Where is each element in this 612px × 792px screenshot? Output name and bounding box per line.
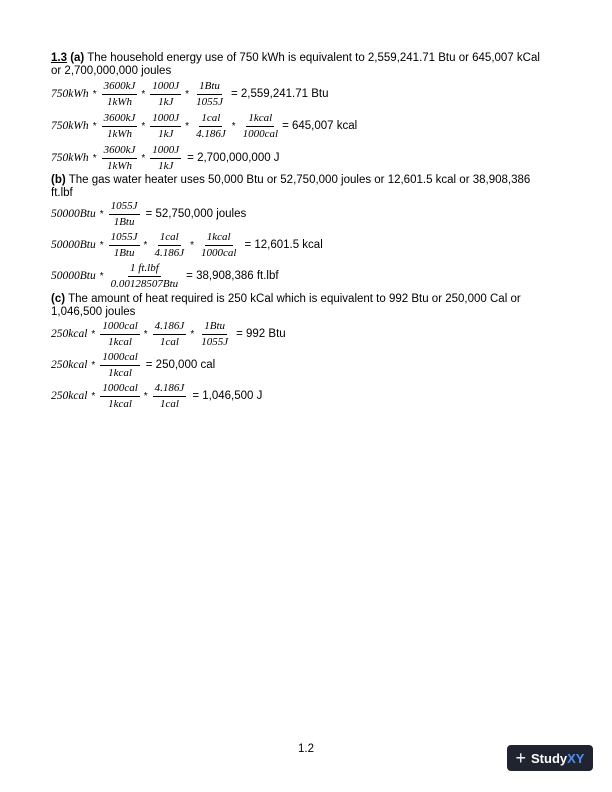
multiply-operator: * xyxy=(190,328,195,340)
multiply-operator: * xyxy=(143,328,148,340)
equation-result: = 12,601.5 kcal xyxy=(244,239,323,251)
logo-text-study: Study xyxy=(531,750,568,766)
equation-result: = 2,559,241.71 Btu xyxy=(230,88,329,100)
equation-c3 xyxy=(51,376,262,416)
multiply-operator: * xyxy=(99,270,104,282)
numerator: 1000cal xyxy=(100,320,139,335)
multiply-operator: * xyxy=(99,208,104,220)
multiply-operator: * xyxy=(231,120,236,132)
equation-lead: 250kcal xyxy=(51,328,88,340)
multiply-operator: * xyxy=(143,390,148,402)
equation-result: = 645,007 kcal xyxy=(282,120,358,132)
part-b-label: (b) xyxy=(51,174,66,186)
denominator: 1kJ xyxy=(158,159,174,172)
equation-lead: 250kcal xyxy=(51,390,88,402)
multiply-operator: * xyxy=(185,88,190,100)
fraction xyxy=(150,80,181,109)
equation-result: = 52,750,000 joules xyxy=(145,208,247,220)
equation-result: = 38,908,386 ft.lbf xyxy=(186,270,279,282)
numerator: 1Btu xyxy=(197,80,222,95)
multiply-operator: * xyxy=(185,120,190,132)
equation-a3 xyxy=(51,138,280,178)
fraction xyxy=(150,112,181,141)
multiply-operator: * xyxy=(141,152,146,164)
denominator: 1Btu xyxy=(113,215,135,228)
denominator: 1000cal xyxy=(200,246,237,259)
numerator: 1cal xyxy=(158,231,181,246)
fraction xyxy=(241,112,280,141)
denominator: 1kcal xyxy=(108,397,132,410)
equation-result: = 250,000 cal xyxy=(145,359,216,371)
numerator: 1Btu xyxy=(202,320,227,335)
numerator: 4.186J xyxy=(153,320,187,335)
multiply-operator: * xyxy=(99,239,104,251)
fraction xyxy=(102,144,138,173)
multiply-operator: * xyxy=(141,120,146,132)
plus-icon: + xyxy=(515,748,527,768)
numerator: 3600kJ xyxy=(102,80,138,95)
denominator: 1055J xyxy=(201,335,229,348)
part-a-text: The household energy use of 750 kWh is equivalent to 2,559,241.71 Btu or 645,007 kCal or 2,700,000,000 joules xyxy=(51,52,540,77)
denominator: 4.186J xyxy=(196,127,226,140)
equation-lead: 750kWh xyxy=(51,152,89,164)
denominator: 1cal xyxy=(160,397,179,410)
multiply-operator: * xyxy=(143,239,148,251)
denominator: 1kWh xyxy=(106,95,132,108)
fraction xyxy=(102,80,138,109)
fraction xyxy=(102,112,138,141)
fraction xyxy=(153,382,187,411)
numerator: 3600kJ xyxy=(102,112,138,127)
equation-result: = 2,700,000,000 J xyxy=(187,152,280,164)
equation-lead: 250kcal xyxy=(51,359,88,371)
multiply-operator: * xyxy=(91,359,96,371)
numerator: 1055J xyxy=(109,231,140,246)
denominator: 4.186J xyxy=(154,246,185,259)
multiply-operator: * xyxy=(92,88,97,100)
multiply-operator: * xyxy=(92,152,97,164)
part-b-text: The gas water heater uses 50,000 Btu or 52,750,000 joules or 12,601.5 kcal or 38,908,386 ft.lbf xyxy=(51,174,531,199)
multiply-operator: * xyxy=(91,328,96,340)
numerator: 4.186J xyxy=(153,382,187,397)
denominator: 1kJ xyxy=(158,127,174,140)
logo-text-xy: XY xyxy=(567,750,585,766)
multiply-operator: * xyxy=(141,88,146,100)
numerator: 1000cal xyxy=(100,351,139,366)
equation-lead: 50000Btu xyxy=(51,239,96,251)
numerator: 3600kJ xyxy=(102,144,138,159)
equation-result: = 992 Btu xyxy=(236,328,286,340)
denominator: 0.00128507Btu xyxy=(110,277,179,290)
numerator: 1cal xyxy=(199,112,222,127)
denominator: 1Btu xyxy=(113,246,135,259)
equation-lead: 750kWh xyxy=(51,88,89,100)
denominator: 1kcal xyxy=(108,335,132,348)
part-a-label: (a) xyxy=(70,52,85,64)
denominator: 1kWh xyxy=(106,159,132,172)
numerator: 1000J xyxy=(150,80,181,95)
numerator: 1000J xyxy=(150,112,181,127)
denominator: 1055J xyxy=(196,95,223,108)
denominator: 1000cal xyxy=(242,127,279,140)
numerator: 1055J xyxy=(109,200,140,215)
denominator: 1kcal xyxy=(108,366,132,379)
problem-number: 1.3 xyxy=(51,52,67,64)
numerator: 1000J xyxy=(150,144,181,159)
studyxy-logo[interactable] xyxy=(507,745,593,771)
fraction xyxy=(109,262,181,291)
multiply-operator: * xyxy=(91,390,96,402)
fraction xyxy=(150,144,181,173)
denominator: 1kWh xyxy=(106,127,132,140)
numerator: 1kcal xyxy=(246,112,274,127)
equation-lead: 750kWh xyxy=(51,120,89,132)
numerator: 1kcal xyxy=(205,231,233,246)
page-number: 1.2 xyxy=(298,743,314,755)
part-c-text: The amount of heat required is 250 kCal which is equivalent to 992 Btu or 250,000 Cal or 1,046,500 joules xyxy=(51,293,521,318)
fraction xyxy=(194,112,228,141)
fraction xyxy=(100,382,139,411)
numerator: 1 ft.lbf xyxy=(128,262,161,277)
equation-lead: 50000Btu xyxy=(51,270,96,282)
multiply-operator: * xyxy=(190,239,194,251)
numerator: 1000cal xyxy=(100,382,139,397)
equation-lead: 50000Btu xyxy=(51,208,96,220)
fraction xyxy=(194,80,225,109)
part-c-label: (c) xyxy=(51,293,66,305)
equation-result: = 1,046,500 J xyxy=(192,390,263,402)
denominator: 1cal xyxy=(160,335,179,348)
equation-b3 xyxy=(51,256,279,296)
denominator: 1kJ xyxy=(158,95,174,108)
multiply-operator: * xyxy=(92,120,97,132)
